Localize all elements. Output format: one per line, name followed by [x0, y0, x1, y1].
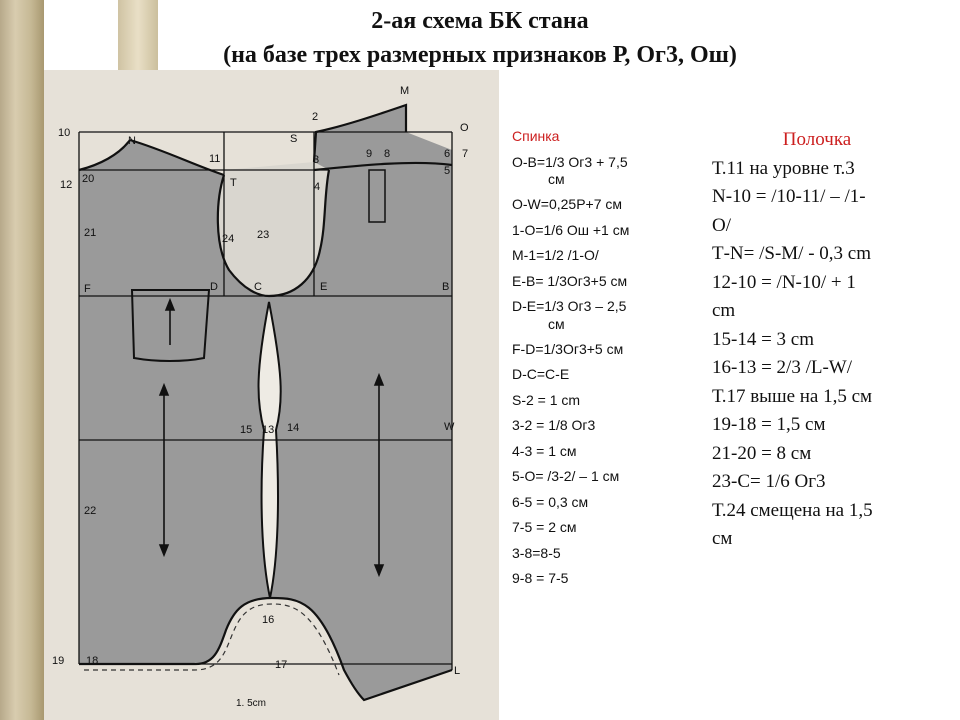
back-formula: 3-2 = 1/8 Ог3 [512, 417, 596, 433]
label-16: 16 [262, 614, 275, 626]
label-6: 6 [444, 148, 451, 160]
label-W: W [444, 421, 455, 433]
label-F: F [84, 283, 91, 295]
label-21: 21 [84, 227, 97, 239]
label-N: N [128, 135, 136, 147]
back-formula: М-1=1/2 /1-О/ [512, 247, 599, 263]
front-formula: см [712, 528, 733, 549]
label-8: 8 [384, 148, 391, 160]
label-S: S [290, 133, 298, 145]
label-24: 24 [222, 233, 235, 245]
label-14: 14 [287, 422, 300, 434]
front-formula: N-10 = /10-11/ – /1- [712, 186, 866, 207]
back-formula: О-W=0,25Р+7 см [512, 196, 623, 212]
back-formula: О-В=1/3 Ог3 + 7,5 [512, 153, 628, 170]
label-18: 18 [86, 655, 99, 667]
front-formula: Т.17 выше на 1,5 см [712, 385, 873, 407]
label-13: 13 [262, 424, 275, 436]
front-formula: 21-20 = 8 см [712, 442, 812, 464]
front-formula: 15-14 = 3 cm [712, 328, 815, 350]
front-formula: 16-13 = 2/3 /L-W/ [712, 357, 852, 378]
back-formula-cont: см [548, 315, 565, 332]
back-formula-list [512, 150, 712, 592]
front-formula: 12-10 = /N-10/ + 1 [712, 271, 856, 293]
label-3: 3 [313, 154, 320, 166]
label-19: 19 [52, 655, 65, 667]
back-formula-cont: см [548, 171, 565, 187]
slide-frame-left [0, 0, 44, 720]
label-7: 7 [462, 148, 469, 160]
back-formula: S-2 = 1 cm [512, 391, 581, 408]
label-M: M [400, 85, 410, 97]
slide-title [140, 4, 820, 72]
back-formula: 6-5 = 0,3 см [512, 493, 589, 510]
front-heading: Полочка [782, 129, 852, 150]
front-formula: Т-N= /S-М/ - 0,3 cm [712, 243, 872, 264]
label-C: C [254, 281, 262, 293]
label-5: 5 [444, 165, 451, 177]
label-B: B [442, 281, 450, 293]
label-O: O [460, 122, 469, 134]
label-11: 11 [209, 153, 221, 165]
back-heading: Спинка [512, 128, 560, 144]
label-12: 12 [60, 179, 73, 191]
front-formula: Т.24 смещена на 1,5 [712, 499, 873, 521]
title-line-2: (на базе трех размерных признаков Р, Ог3, Ош) [223, 42, 737, 68]
back-formula: 7-5 = 2 см [512, 519, 577, 535]
label-20: 20 [82, 173, 95, 185]
front-formula: 19-18 = 1,5 см [712, 414, 826, 435]
front-formulas [712, 126, 922, 554]
back-formulas [512, 124, 712, 592]
label-2: 2 [312, 111, 319, 123]
label-23: 23 [257, 229, 270, 241]
front-formula-list [712, 155, 922, 554]
back-formula: 3-8=8-5 [512, 544, 561, 561]
label-T: T [230, 177, 237, 189]
label-L: L [454, 665, 461, 677]
bodice-pattern-diagram [44, 70, 499, 720]
label-D: D [210, 281, 218, 293]
back-formula: D-С=С-Е [512, 366, 570, 382]
back-formula: 4-3 = 1 см [512, 442, 577, 459]
label-10: 10 [58, 127, 71, 139]
front-formula: cm [712, 300, 736, 321]
back-formula: D-Е=1/3 Ог3 – 2,5 [512, 298, 627, 314]
back-formula: Е-В= 1/3Ог3+5 см [512, 272, 628, 289]
label-4: 4 [314, 181, 321, 193]
scale-note: 1. 5cm [236, 698, 267, 709]
back-formula: 1-О=1/6 Ош +1 см [512, 221, 630, 238]
label-22: 22 [84, 505, 97, 517]
label-15: 15 [240, 424, 253, 436]
label-E: E [320, 281, 328, 293]
front-formula: 23-С= 1/6 Ог3 [712, 471, 826, 492]
label-17: 17 [275, 659, 288, 671]
front-formula: О/ [712, 214, 731, 236]
title-line-1: 2-ая схема БК стана [371, 8, 589, 34]
back-formula: F-D=1/3Ог3+5 см [512, 340, 624, 357]
back-formula: 5-О= /3-2/ – 1 см [512, 468, 620, 484]
back-formula: 9-8 = 7-5 [512, 570, 569, 586]
front-formula: Т.11 на уровне т.3 [712, 157, 855, 179]
label-9: 9 [366, 148, 373, 160]
